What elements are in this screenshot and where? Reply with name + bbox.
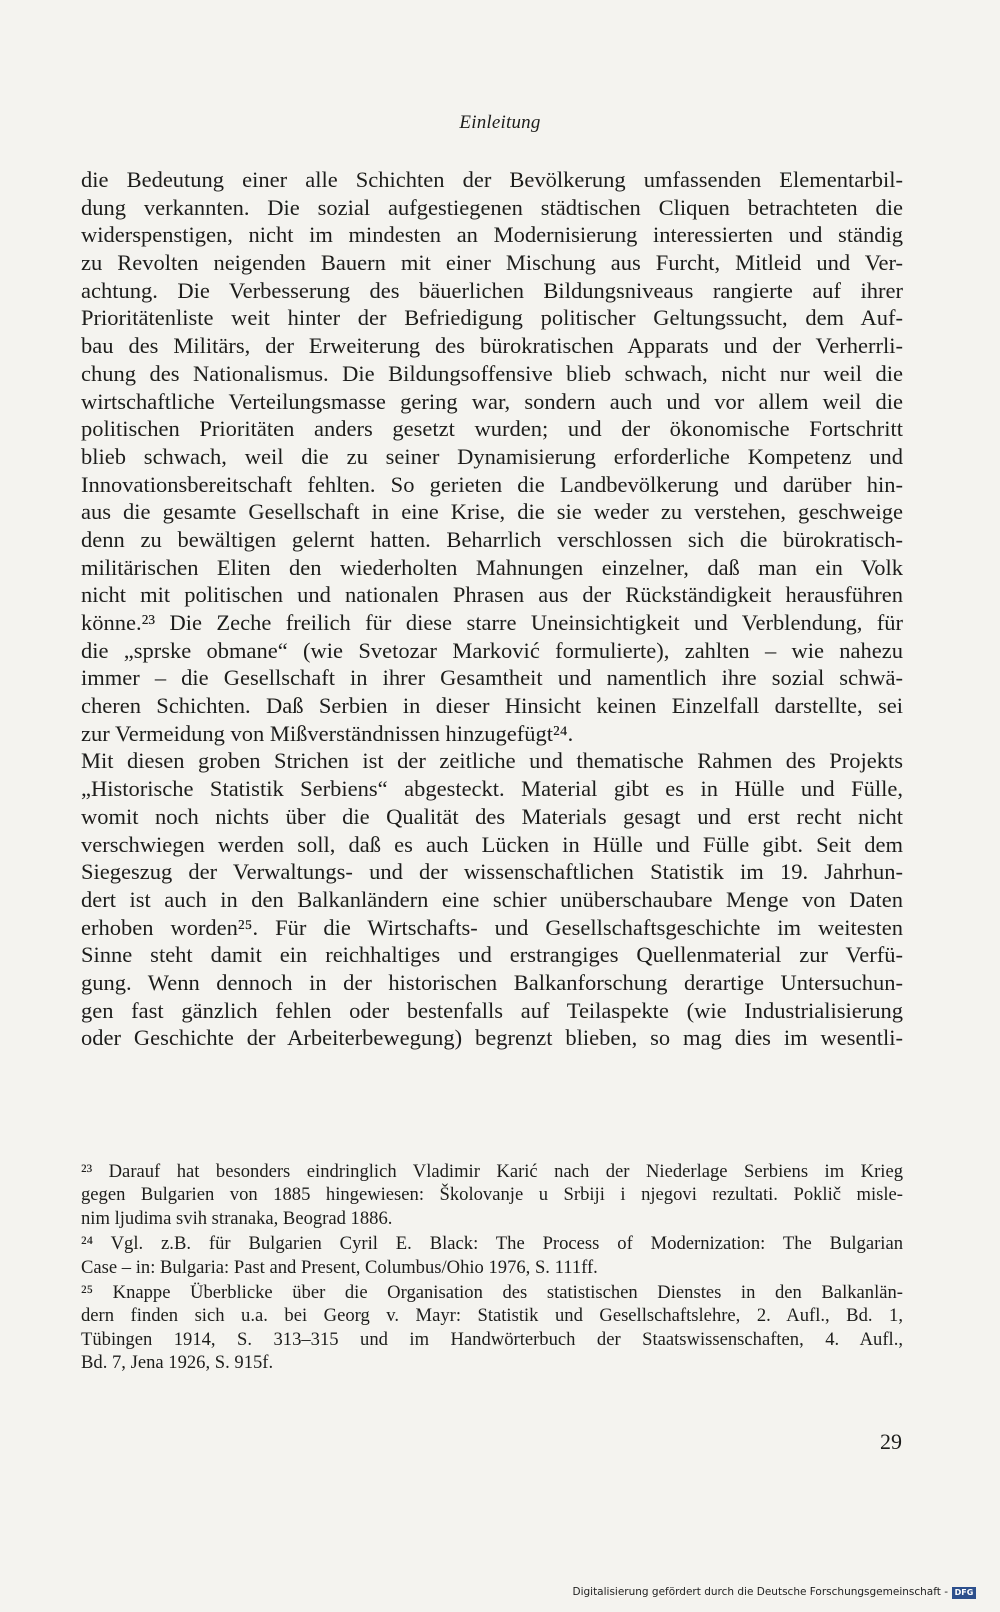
running-head: Einleitung — [459, 112, 541, 133]
body-line: oder Geschichte der Arbeiterbewegung) begrenzt blieben, so mag dies im wesentli- — [81, 1025, 903, 1051]
body-line: gung. Wenn dennoch in der historischen Balkanforschung derartige Untersuchun- — [81, 969, 903, 995]
footnote — [81, 1281, 903, 1375]
body-line: Sinne steht damit ein reichhaltiges und erstrangiges Quellenmaterial zur Verfü- — [81, 942, 903, 968]
footnote-line: gegen Bulgarien von 1885 hingewiesen: Školovanje u Srbiji i njegovi rezultati. Poklič misle- — [81, 1184, 903, 1206]
footnote-line: Bd. 7, Jena 1926, S. 915f. — [81, 1352, 274, 1374]
body-line: könne.²³ Die Zeche freilich für diese starre Uneinsichtigkeit und Verblendung, für — [81, 610, 903, 635]
body-line: Prioritätenliste weit hinter der Befriedigung politischer Geltungssucht, dem Auf- — [81, 305, 903, 331]
page-number: 29 — [880, 1429, 902, 1454]
body-line: wirtschaftliche Verteilungsmasse gering war, sondern auch und vor allem weil die — [81, 388, 903, 414]
dfg-logo: DFG — [952, 1587, 976, 1599]
body-line: militärischen Eliten den wiederholten Mahnungen einzelner, daß man ein Volk — [81, 554, 903, 580]
footnote-line: ²³ Darauf hat besonders eindringlich Vladimir Karić nach der Niederlage Serbiens im Krieg — [81, 1161, 903, 1182]
body-line: Mit diesen groben Strichen ist der zeitliche und thematische Rahmen des Projekts — [81, 748, 903, 774]
footnote-line: nim ljudima svih stranaka, Beograd 1886. — [81, 1207, 393, 1229]
body-line: gen fast gänzlich fehlen oder bestenfalls auf Teilaspekte (wie Industrialisierung — [81, 997, 903, 1023]
body-line: nicht mit politischen und nationalen Phrasen aus der Rückständigkeit herausführen — [81, 582, 903, 608]
body-line: chung des Nationalismus. Die Bildungsoffensive blieb schwach, nicht nur weil die — [81, 360, 903, 386]
body-line: verschwiegen werden soll, daß es auch Lücken in Hülle und Fülle gibt. Seit dem — [81, 831, 903, 857]
footnote-line: ²⁴ Vgl. z.B. für Bulgarien Cyril E. Black: The Process of Modernization: The Bulgarian — [81, 1233, 903, 1255]
body-line: Siegeszug der Verwaltungs- und der wissenschaftlichen Statistik im 19. Jahrhun- — [81, 859, 903, 885]
body-line: womit noch nichts über die Qualität des Materials gesagt und erst recht nicht — [81, 803, 903, 829]
body-line: denn zu bewältigen gelernt hatten. Beharrlich verschlossen sich die bürokratisch- — [81, 526, 903, 552]
body-line: zur Vermeidung von Mißverständnissen hinzugefügt²⁴. — [81, 720, 574, 746]
body-line: politischen Prioritäten anders gesetzt wurden; und der ökonomische Fortschritt — [81, 416, 903, 442]
body-line: die „sprske obmane“ (wie Svetozar Marković formulierte), zahlten – wie nahezu — [81, 637, 903, 663]
body-line: „Historische Statistik Serbiens“ abgesteckt. Material gibt es in Hülle und Fülle, — [81, 776, 903, 802]
body-line: immer – die Gesellschaft in ihrer Gesamtheit und namentlich ihre sozial schwä- — [81, 665, 903, 691]
body-text — [81, 166, 903, 1052]
body-line: dung verkannten. Die sozial aufgestiegenen städtischen Cliquen betrachteten die — [81, 194, 903, 220]
body-line: blieb schwach, weil die zu seiner Dynamisierung erforderliche Kompetenz und — [81, 443, 903, 469]
footnote — [81, 1160, 903, 1230]
body-line: Innovationsbereitschaft fehlten. So gerieten die Landbevölkerung und darüber hin- — [81, 471, 903, 497]
footnotes — [81, 1160, 903, 1377]
body-line: aus die gesamte Gesellschaft in eine Krise, die sie weder zu verstehen, geschweige — [81, 499, 903, 525]
footer-credit: Digitalisierung gefördert durch die Deutsche Forschungsgemeinschaft - — [572, 1586, 948, 1598]
body-line: dert ist auch in den Balkanländern eine schier unüberschaubare Menge von Daten — [81, 886, 903, 912]
body-line: bau des Militärs, der Erweiterung des bürokratischen Apparats und der Verherrli- — [81, 333, 903, 359]
body-line: widerspenstigen, nicht im mindesten an Modernisierung interessierten und ständig — [81, 222, 903, 248]
footnote-line: ²⁵ Knappe Überblicke über die Organisation des statistischen Dienstes in den Balkanlän- — [81, 1281, 903, 1303]
body-line: die Bedeutung einer alle Schichten der Bevölkerung umfassenden Elementarbil- — [81, 167, 903, 192]
body-line: zu Revolten neigenden Bauern mit einer Mischung aus Furcht, Mitleid und Ver- — [81, 250, 903, 276]
body-line: cheren Schichten. Daß Serbien in dieser Hinsicht keinen Einzelfall darstellte, sei — [81, 693, 903, 719]
footnote-line: dern finden sich u.a. bei Georg v. Mayr: Statistik und Gesellschaftslehre, 2. Aufl., Bd. 1, — [81, 1305, 903, 1327]
footnote — [81, 1232, 903, 1279]
footnote-line: Case – in: Bulgaria: Past and Present, Columbus/Ohio 1976, S. 111ff. — [81, 1256, 598, 1278]
body-line: erhoben worden²⁵. Für die Wirtschafts- und Gesellschaftsgeschichte im weitesten — [81, 914, 903, 940]
body-line: achtung. Die Verbesserung des bäuerlichen Bildungsniveaus rangierte auf ihrer — [81, 277, 903, 303]
footnote-line: Tübingen 1914, S. 313–315 und im Handwörterbuch der Staatswissenschaften, 4. Aufl., — [81, 1328, 903, 1350]
